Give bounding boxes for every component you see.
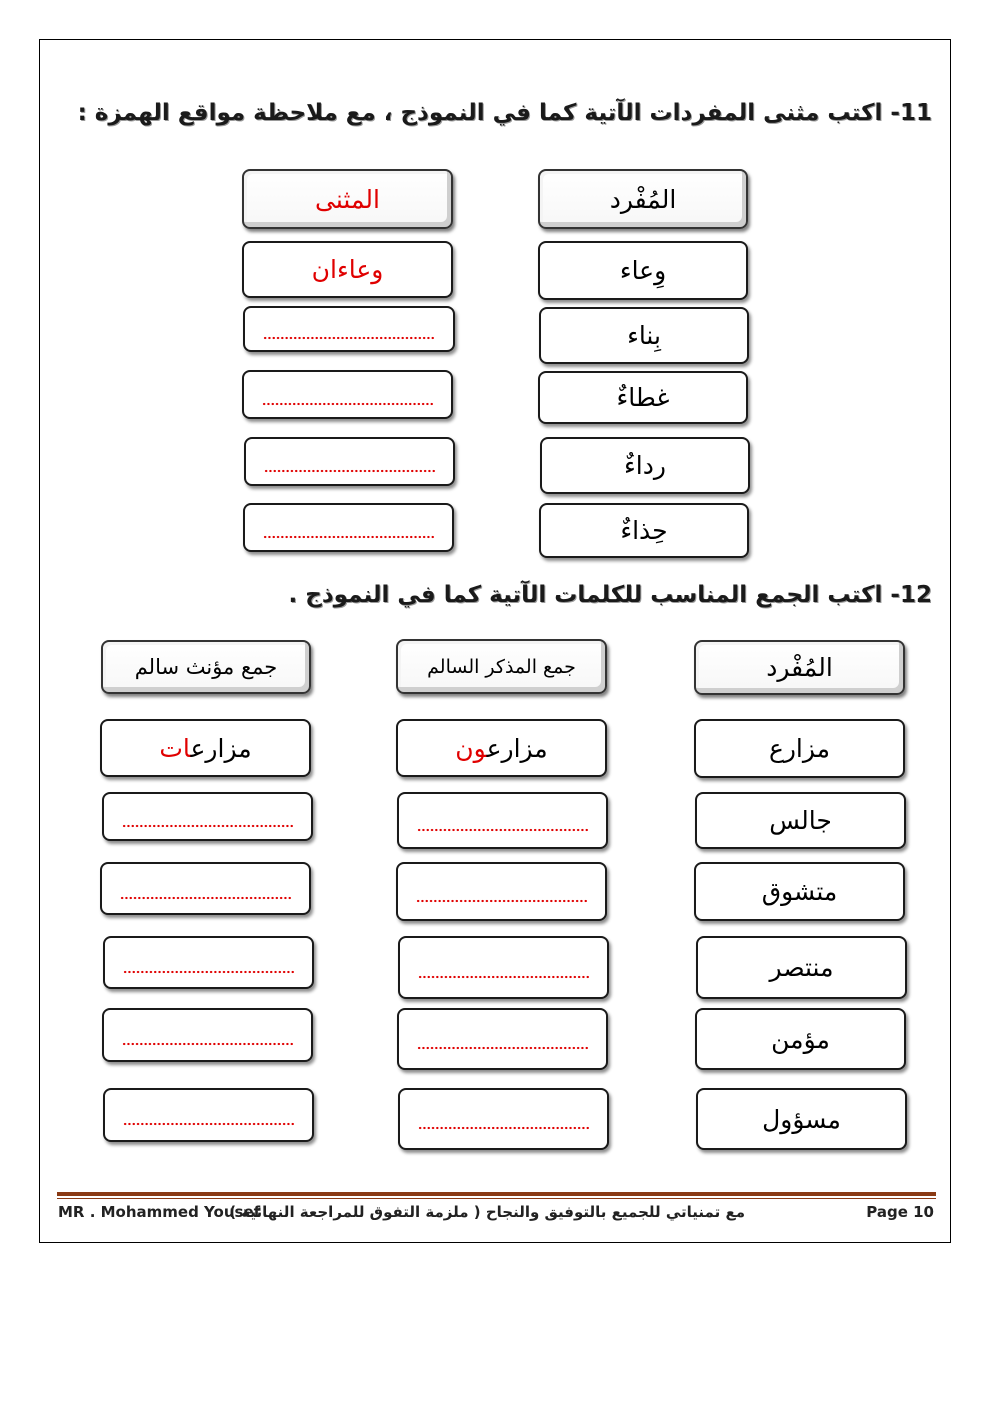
q12-heading: 12- اكتب الجمع المناسب للكلمات الآتية كما في النموذج .	[288, 582, 932, 608]
answer-dots	[122, 814, 294, 828]
q12-example-fem-label	[159, 734, 251, 763]
q12-fem-answer-3[interactable]	[103, 936, 314, 989]
q12-masc-answer-1[interactable]	[397, 792, 608, 849]
answer-dots	[264, 459, 436, 473]
q12-header-masc	[396, 639, 607, 694]
q12-item-4	[695, 1008, 906, 1070]
q12-header-masc-label: جمع المذكر السالم	[427, 655, 576, 678]
q12-example-singular-label: مزارع	[768, 734, 831, 763]
q12-item-5-label: مسؤول	[762, 1104, 841, 1134]
q11-item-2	[538, 371, 748, 424]
q11-answer-3[interactable]	[244, 437, 455, 486]
q12-item-5	[696, 1088, 907, 1150]
q11-example-singular-label: وِعاء	[619, 256, 667, 285]
q12-item-4-label: مؤمن	[771, 1024, 830, 1054]
q12-fem-answer-1[interactable]	[102, 792, 313, 841]
footer-page-number: Page 10	[866, 1203, 934, 1221]
footer-author: MR . Mohammed Yousef	[58, 1203, 261, 1221]
q11-answer-1[interactable]	[243, 306, 455, 352]
q12-item-2	[694, 862, 905, 921]
q11-item-3-label: رداءٌ	[624, 451, 666, 480]
q12-masc-answer-5[interactable]	[398, 1088, 609, 1150]
q12-item-3	[696, 936, 907, 999]
answer-dots	[263, 525, 435, 539]
answer-dots	[123, 1112, 295, 1126]
q12-header-fem-label: جمع مؤنث سالم	[134, 655, 278, 679]
q11-item-1-label: بِناء	[627, 321, 661, 350]
q12-fem-answer-2[interactable]	[100, 862, 311, 915]
footer-note: مع تمنياتي للجميع بالتوفيق والنجاح ( ملزمة التفوق للمراجعة النهائية )	[229, 1203, 745, 1221]
q12-masc-answer-4[interactable]	[397, 1008, 608, 1070]
q12-item-3-label: منتصر	[769, 953, 834, 982]
q12-header-singular-label: المُفْرد	[766, 653, 833, 682]
answer-dots	[123, 960, 295, 974]
q12-header-fem	[101, 640, 311, 694]
q12-example-fem	[100, 719, 311, 777]
q11-heading: 11- اكتب مثنى المفردات الآتية كما في النموذج ، مع ملاحظة مواقع الهمزة :	[77, 100, 932, 126]
answer-dots	[417, 1036, 589, 1050]
answer-dots	[418, 1116, 590, 1130]
answer-dots	[263, 326, 435, 340]
answer-dots	[122, 1032, 294, 1046]
q11-header-singular	[538, 169, 748, 229]
example-suffix: ون	[455, 733, 487, 763]
q12-item-2-label: متشوق	[761, 877, 838, 906]
q11-header-dual-label: المثنى	[315, 184, 380, 214]
q12-example-singular	[694, 719, 905, 778]
answer-dots	[120, 886, 292, 900]
q12-example-masc	[396, 719, 607, 777]
answer-dots	[417, 818, 589, 832]
q11-answer-2[interactable]	[242, 370, 453, 419]
answer-dots	[262, 392, 434, 406]
q12-example-masc-label	[455, 734, 547, 763]
q12-item-1	[695, 792, 906, 849]
example-suffix: ات	[159, 733, 191, 763]
q11-item-1	[539, 307, 749, 364]
q12-header-singular	[694, 640, 905, 695]
q11-example-dual	[242, 241, 453, 298]
q12-masc-answer-3[interactable]	[398, 936, 609, 999]
q11-example-dual-label: وعاءان	[311, 255, 384, 284]
answer-dots	[416, 889, 588, 903]
answer-dots	[418, 965, 590, 979]
q11-answer-4[interactable]	[243, 503, 454, 552]
q11-item-3	[540, 437, 750, 494]
q11-item-4-label: حِذاءٌ	[620, 516, 668, 545]
q11-example-singular	[538, 241, 748, 300]
q12-masc-answer-2[interactable]	[396, 862, 607, 921]
q12-item-1-label: جالس	[769, 806, 832, 835]
q11-item-4	[539, 503, 749, 558]
example-stem: مزارع	[190, 733, 252, 763]
q12-fem-answer-5[interactable]	[103, 1088, 314, 1142]
q11-item-2-label: غطاءٌ	[616, 383, 670, 412]
example-stem: مزارع	[486, 733, 548, 763]
q12-fem-answer-4[interactable]	[102, 1008, 313, 1062]
q11-header-singular-label: المُفْرد	[609, 184, 677, 214]
footer-rule-thin	[57, 1198, 936, 1199]
footer-rule	[57, 1192, 936, 1196]
q11-header-dual	[242, 169, 453, 229]
